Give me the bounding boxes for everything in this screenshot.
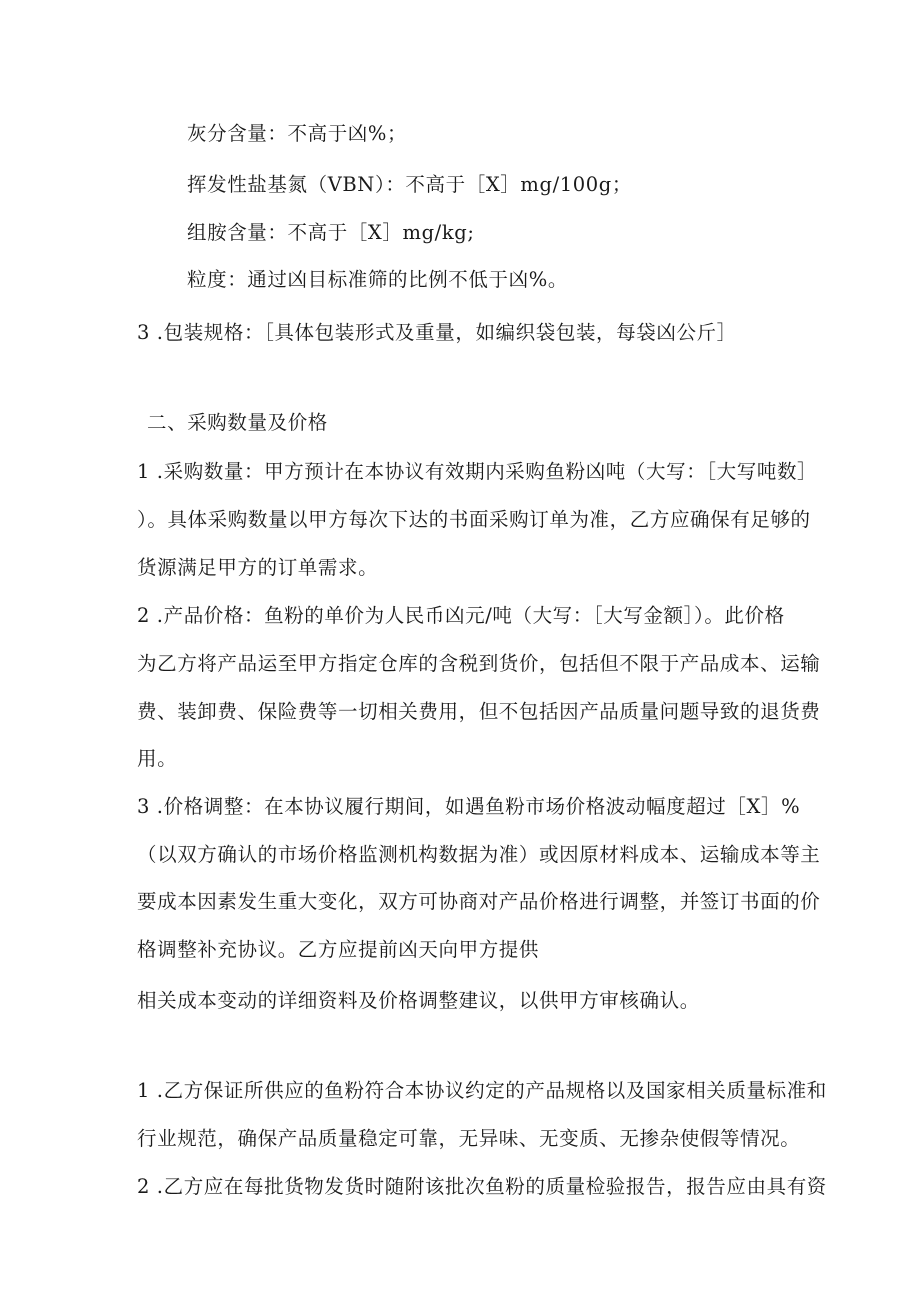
- spec-vbn: 挥发性盐基氮（VBN）：不高于［X］mg/100g；: [187, 173, 632, 196]
- price-adjust-continuation: 相关成本变动的详细资料及价格调整建议，以供甲方审核确认。: [137, 989, 700, 1012]
- price-adjust-line-1: 3 .价格调整：在本协议履行期间，如遇鱼粉市场价格波动幅度超过［X］%: [137, 795, 801, 818]
- product-price-line-4: 用。: [137, 747, 178, 770]
- purchase-qty-line-3: 货源满足甲方的订单需求。: [137, 556, 379, 579]
- spec-granularity: 粒度：通过凶目标准筛的比例不低于凶%。: [187, 268, 568, 291]
- packaging-spec: 3 .包装规格：［具体包装形式及重量，如编织袋包装，每袋凶公斤］: [137, 321, 737, 344]
- price-adjust-line-4: 格调整补充协议。乙方应提前凶天向甲方提供: [137, 938, 540, 961]
- section-heading: 二、采购数量及价格: [147, 411, 328, 434]
- purchase-qty-line-2: ）。具体采购数量以甲方每次下达的书面采购订单为准，乙方应确保有足够的: [137, 508, 811, 531]
- quality-1-line-1: 1 .乙方保证所供应的鱼粉符合本协议约定的产品规格以及国家相关质量标准和: [137, 1079, 827, 1102]
- price-adjust-line-2: （以双方确认的市场价格监测机构数据为准）或因原材料成本、运输成本等主: [137, 843, 821, 866]
- product-price-line-3: 费、装卸费、保险费等一切相关费用，但不包括因产品质量问题导致的退货费: [137, 700, 821, 723]
- purchase-qty-line-1: 1 .采购数量：甲方预计在本协议有效期内采购鱼粉凶吨（大写：［大写吨数］: [137, 460, 818, 483]
- quality-2-line-1: 2 .乙方应在每批货物发货时随附该批次鱼粉的质量检验报告，报告应由具有资: [137, 1175, 827, 1198]
- price-adjust-line-3: 要成本因素发生重大变化，双方可协商对产品价格进行调整，并签订书面的价: [137, 890, 821, 913]
- spec-ash-content: 灰分含量：不高于凶%；: [187, 122, 408, 145]
- product-price-line-2: 为乙方将产品运至甲方指定仓库的含税到货价，包括但不限于产品成本、运输: [137, 652, 821, 675]
- quality-1-line-2: 行业规范，确保产品质量稳定可靠，无异味、无变质、无掺杂使假等情况。: [137, 1127, 801, 1150]
- spec-histamine: 组胺含量：不高于［X］mg/kg;: [187, 221, 475, 244]
- product-price-line-1: 2 .产品价格：鱼粉的单价为人民币凶元/吨（大写：［大写金额］）。此价格: [137, 604, 785, 627]
